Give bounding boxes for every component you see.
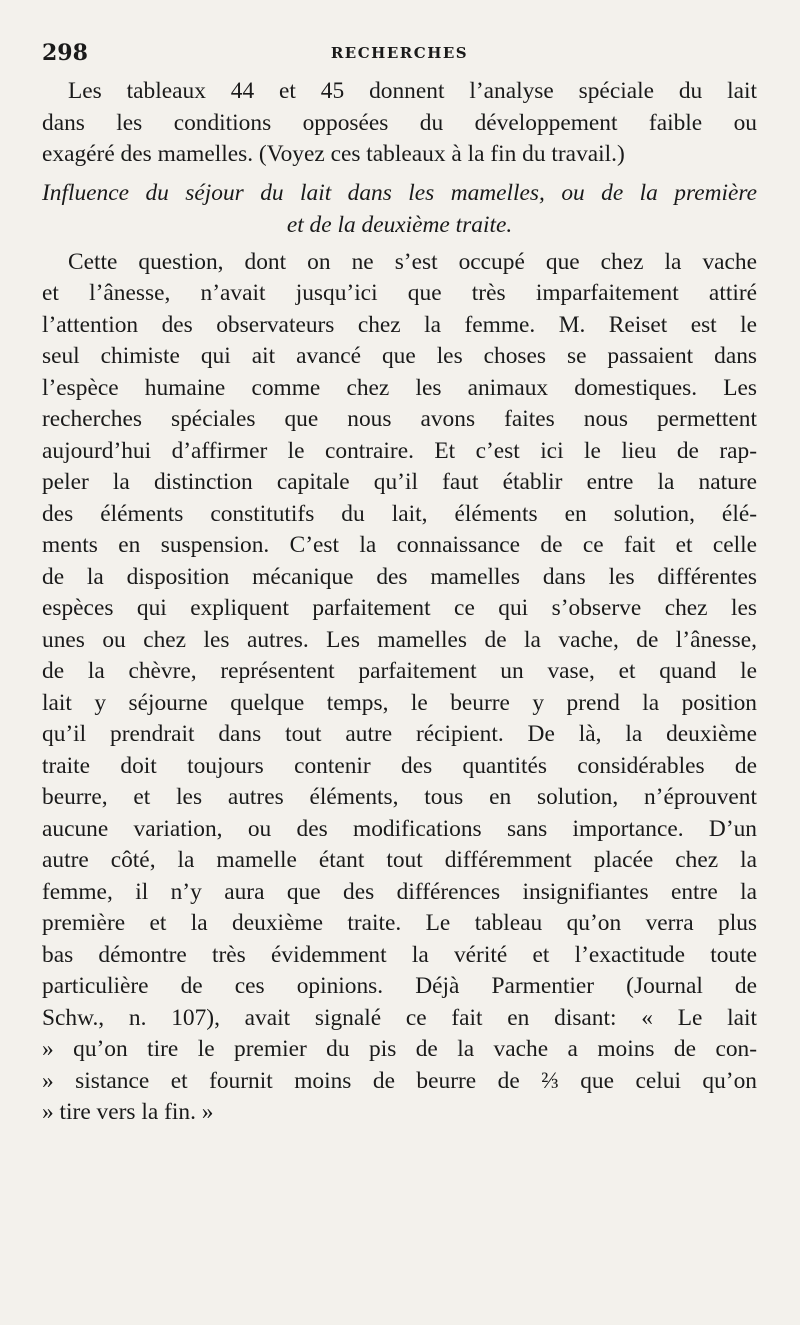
body-line: autre côté, la mamelle étant tout différemment placée chez la	[42, 847, 757, 873]
body-line: » qu’on tire le premier du pis de la vache a moins de con-	[42, 1036, 757, 1062]
body-line: des éléments constitutifs du lait, éléments en solution, élé-	[42, 500, 757, 527]
book-page	[42, 40, 757, 1129]
body-line: l’attention des observateurs chez la femme. M. Reiset est le	[42, 311, 757, 338]
intro-paragraph	[42, 76, 757, 171]
section-heading	[42, 177, 757, 241]
body-line: » sistance et fournit moins de beurre de ⅔ que celui qu’on	[42, 1067, 757, 1094]
body-line: et l’ânesse, n’avait jusqu’ici que très imparfaitement attiré	[42, 280, 757, 306]
body-line: recherches spéciales que nous avons faites nous permettent	[42, 406, 757, 432]
body-line: seul chimiste qui ait avancé que les choses se passaient dans	[42, 343, 757, 369]
body-line: ments en suspension. C’est la connaissance de ce fait et celle	[42, 532, 757, 558]
running-head: RECHERCHES	[330, 44, 469, 62]
body-line: qu’il prendrait dans tout autre récipient. De là, la deuxième	[42, 721, 757, 747]
body-line: aucune variation, ou des modifications sans importance. D’un	[42, 815, 757, 842]
body-line: Schw., n. 107), avait signalé ce fait en disant: « Le lait	[42, 1004, 757, 1031]
intro-line: dans les conditions opposées du développement faible ou	[42, 109, 757, 136]
body-line: bas démontre très évidemment la vérité et l’exactitude toute	[42, 941, 757, 968]
body-line: femme, il n’y aura que des différences insignifiantes entre la	[42, 878, 757, 905]
body-line: unes ou chez les autres. Les mamelles de la vache, de l’ânesse,	[42, 626, 757, 653]
intro-line: Les tableaux 44 et 45 donnent l’analyse spéciale du lait	[68, 78, 757, 104]
page-header	[42, 40, 757, 76]
body-paragraph	[42, 247, 757, 1129]
body-line: beurre, et les autres éléments, tous en solution, n’éprouvent	[42, 784, 757, 810]
body-line: » tire vers la fin. »	[42, 1099, 214, 1125]
body-line: lait y séjourne quelque temps, le beurre y prend la position	[42, 689, 757, 716]
body-line: peler la distinction capitale qu’il faut établir entre la nature	[42, 469, 757, 495]
body-line: Cette question, dont on ne s’est occupé que chez la vache	[68, 248, 757, 275]
body-line: traite doit toujours contenir des quantités considérables de	[42, 752, 757, 779]
body-line: espèces qui expliquent parfaitement ce qui s’observe chez les	[42, 595, 757, 621]
section-heading-line: et de la deuxième traite.	[286, 211, 513, 238]
body-line: particulière de ces opinions. Déjà Parmentier (Journal de	[42, 973, 757, 999]
section-heading-line: Influence du séjour du lait dans les mamelles, ou de la première	[42, 179, 757, 206]
body-line: de la chèvre, représentent parfaitement un vase, et quand le	[42, 658, 757, 684]
body-line: de la disposition mécanique des mamelles dans les différentes	[42, 563, 757, 590]
body-line: première et la deuxième traite. Le tableau qu’on verra plus	[42, 910, 757, 936]
body-line: aujourd’hui d’affirmer le contraire. Et c’est ici le lieu de rap-	[42, 437, 757, 464]
body-line: l’espèce humaine comme chez les animaux domestiques. Les	[42, 374, 757, 401]
page-number: 298	[42, 40, 88, 66]
intro-line: exagéré des mamelles. (Voyez ces tableaux à la fin du travail.)	[42, 141, 625, 167]
